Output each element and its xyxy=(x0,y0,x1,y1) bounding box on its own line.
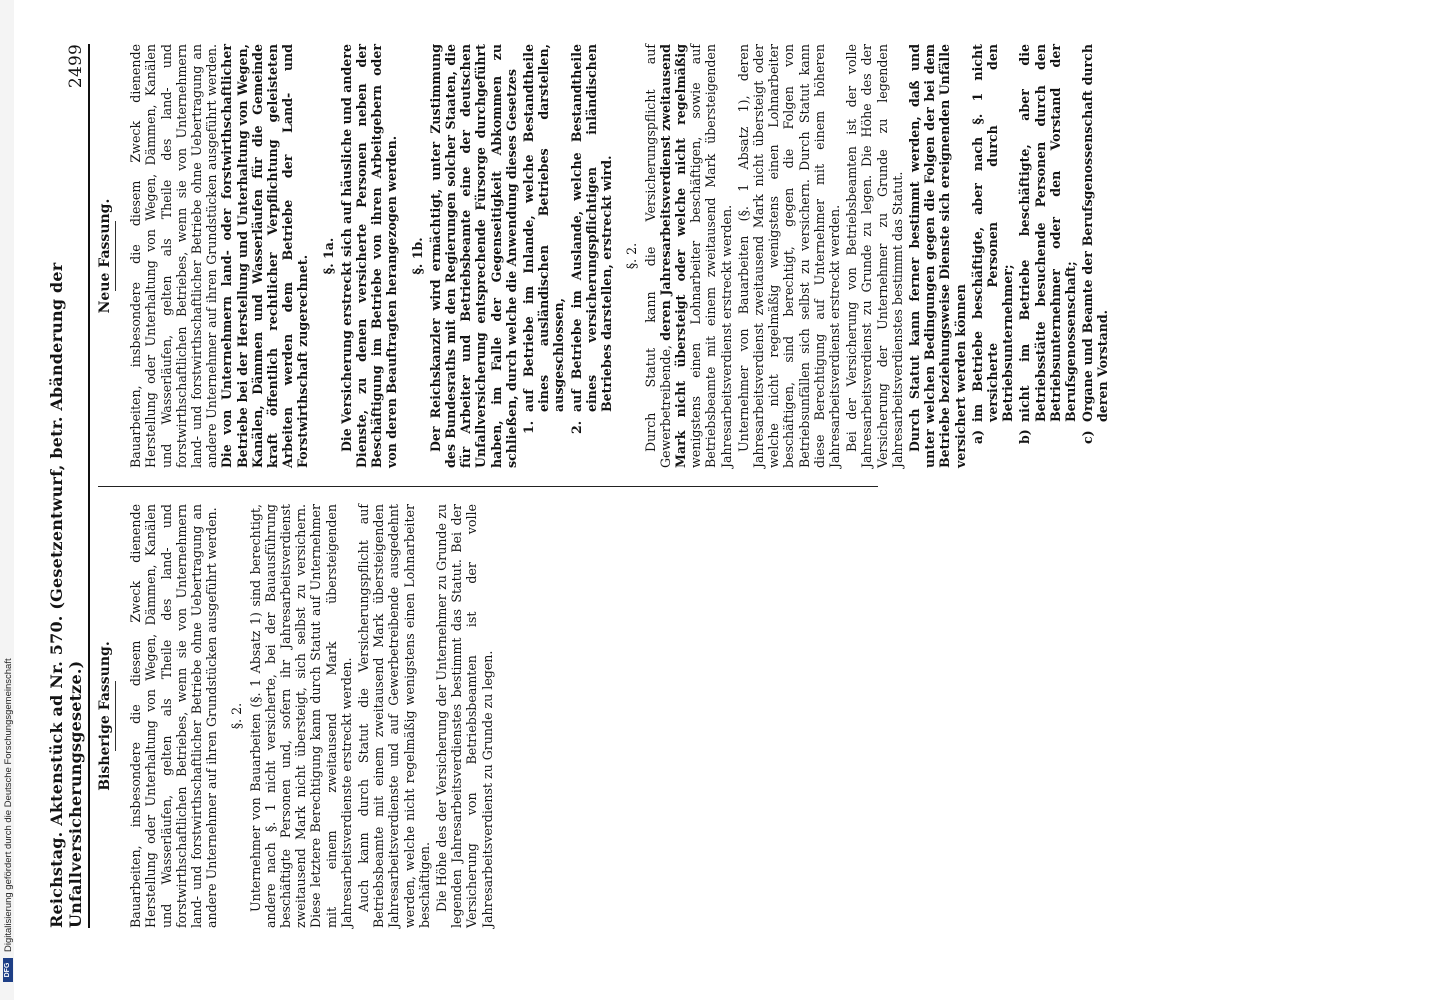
paragraph-text-bold: Der Reichskanzler wird ermächtigt, unter Zustimmung des Bundesraths mit den Regierungen solcher Staaten, die für Arbeiter und Betriebsbeamte eine der deutschen Unfallversicherung entsprechende Fürsorge durchgeführt haben, im Falle der Gegenseitigkeit Abkommen zu schließen, durch welche die Anwendung dieses Gesetzes xyxy=(427,44,519,468)
header-title: Reichstag. Aktenstück ad Nr. 570. (Gesetzentwurf, betr. Abänderung der Unfallversicherungsgesetze.) xyxy=(47,262,85,928)
paragraph: Bauarbeiten, insbesondere die diesem Zweck dienende Herstellung oder Unterhaltung von Wegen, Dämmen, Kanälen und Wasserläufen, gelten als Theile des land- und forstwirthschaftlichen Betriebes, wenn sie von Unternehmern land- und forstwirthschaftlicher Betriebe ohne Uebertragung an andere Unternehmer auf ihren Grundstücken ausgeführt werden. xyxy=(128,504,220,928)
column-previous-version xyxy=(98,504,1374,928)
paragraph: Bei der Versicherung von Betriebsbeamten ist der volle Jahresarbeitsverdienst zu Grunde zu legen. Die Höhe des der Versicherung der Unternehmer zu Grunde zu legenden Jahresarbeitsverdienstes bestimmt das Statut. xyxy=(844,44,905,468)
list-item xyxy=(970,44,1016,444)
paragraph xyxy=(643,44,734,468)
section-title: §. 1a. xyxy=(320,237,336,275)
section-title: §. 2. xyxy=(229,702,245,730)
paragraph-text: Durch Statut kann die Versicherungspflicht auf Gewerbetreibende, xyxy=(642,44,673,468)
column-heading-previous: Bisherige Fassung. xyxy=(97,641,113,791)
paragraph xyxy=(128,44,310,468)
paragraph-text-bold: deren Jahresarbeitsverdienst zweitausend Mark nicht übersteigt oder welche nicht regelmäßig xyxy=(657,44,688,468)
list-item xyxy=(521,44,567,434)
paragraph: Auch kann durch Statut die Versicherungspflicht auf Betriebsbeamte mit einem zweitausend Mark übersteigenden Jahresarbeitsverdienste und auf Gewerbetreibende ausgedehnt werden, welche nicht regelmäßig wenigstens einen Lohnarbeiter beschäftigen. xyxy=(356,504,432,928)
document-page xyxy=(47,44,1374,928)
paragraph: Unternehmer von Bauarbeiten (§. 1 Absatz 1), deren Jahresarbeitsverdienst zweitausend Mark nicht übersteigt oder welche nicht regelmäßig wenigstens einen Lohnarbeiter beschäftigen, sind berechtigt, gegen die Folgen von Betriebsunfällen sich selbst zu versichern. Durch Statut kann diese Berechtigung auf Unternehmer mit einem höheren Jahresarbeitsverdienst erstreckt werden. xyxy=(735,44,842,468)
paragraph-text: wenigstens einen Lohnarbeiter beschäftigen, sowie auf Betriebsbeamte mit einem zweitausend Mark übersteigenden Jahresarbeitsverdienst erstreckt werden. xyxy=(688,44,734,468)
list-item xyxy=(1080,44,1110,444)
list-item xyxy=(1017,44,1078,444)
list-item xyxy=(569,44,615,434)
list-text: auf Betriebe im Auslande, welche Bestandtheile eines versicherungspflichtigen inländischen Betriebes darstellen, erstreckt wird. xyxy=(568,44,615,412)
list-text: im Betriebe beschäftigte, aber nach §. 1 nicht versicherte Personen durch den Betriebsunternehmer; xyxy=(969,44,1016,422)
column-new-version xyxy=(98,44,1374,468)
paragraph xyxy=(339,44,400,468)
dfg-logo: DFG xyxy=(3,958,13,982)
column-heading-new: Neue Fassung. xyxy=(97,198,113,314)
paragraph-text-bold: Die von Unternehmern land- oder forstwirthschaftlicher Betriebe bei der Herstellung und Unterhaltung von Wegen, Kanälen, Dämmen und Wasserläufen für die Gemeinde kraft öffentlich rechtlicher Verpflichtung geleisteten Arbeiten werden dem Betriebe der Land- und Forstwirthschaft zugerechnet. xyxy=(219,44,311,468)
page-header xyxy=(47,44,90,928)
section-title: §. 1b. xyxy=(409,237,425,275)
credit-text: Digitalisierung gefördert durch die Deutsche Forschungsgemeinschaft xyxy=(2,658,14,952)
list-number: 2. xyxy=(568,420,584,434)
paragraph-text-bold: Die Versicherung erstreckt sich auf häusliche und andere Dienste, zu denen versicherte Personen neben der Beschäftigung im Betriebe von ihren Arbeitgebern oder von deren Beauftragten herangezogen werden. xyxy=(338,44,400,468)
list-number: 1. xyxy=(521,420,537,434)
list-letter: c) xyxy=(1080,430,1096,444)
page-number: 2499 xyxy=(66,44,86,89)
lettered-list xyxy=(970,44,1111,444)
heading-rule xyxy=(115,681,116,751)
paragraph-text: Bauarbeiten, insbesondere die diesem Zweck dienende Herstellung oder Unterhaltung von Wegen, Dämmen, Kanälen und Wasserläufen, gelten als Theile des land- und forstwirthschaftlichen Betriebes, wenn sie von Unternehmern land- und forstwirthschaftlicher Betriebe ohne Uebertragung an andere Unternehmer auf ihren Grundstücken ausgeführt werden. xyxy=(128,44,220,468)
enumerated-list xyxy=(521,44,614,434)
paragraph xyxy=(907,44,968,468)
digitization-credit xyxy=(2,2,14,982)
list-letter: a) xyxy=(969,429,985,444)
paragraph: Die Höhe des der Versicherung der Unternehmer zu Grunde zu legenden Jahresarbeitsverdienstes bestimmt das Statut. Bei der Versicherung von Betriebsbeamten ist der volle Jahresarbeitsverdienst zu Grunde zu legen. xyxy=(434,504,495,928)
paragraph: Unternehmer von Bauarbeiten (§. 1 Absatz 1) sind berechtigt, andere nach §. 1 nicht versicherte, bei der Bauausführung beschäftigte Personen und, sofern ihr Jahresarbeitsverdienst zweitausend Mark nicht übersteigt, sich selbst zu versichern. Diese letztere Berechtigung kann durch Statut auf Unternehmer mit einem zweitausend Mark übersteigenden Jahresarbeitsverdienste erstreckt werden. xyxy=(247,504,354,928)
list-text: Organe und Beamte der Berufsgenossenschaft durch deren Vorstand. xyxy=(1080,44,1111,422)
list-text: auf Betriebe im Inlande, welche Bestandtheile eines ausländischen Betriebes darstellen, ausgeschlossen, xyxy=(521,44,567,412)
scan-footer-strip xyxy=(0,0,14,1000)
paragraph-text-bold: Durch Statut kann ferner bestimmt werden, daß und unter welchen Bedingungen gegen die Folgen der bei dem Betriebe beziehungsweise Dienste sich ereignenden Unfälle versichert werden können xyxy=(906,44,968,468)
column-divider xyxy=(98,486,878,487)
heading-rule xyxy=(115,221,116,291)
section-title: §. 2. xyxy=(624,242,640,270)
list-letter: b) xyxy=(1017,429,1033,444)
list-text: nicht im Betriebe beschäftigte, aber die Betriebsstätte besuchende Personen durch den Betriebsunternehmer oder den Vorstand der Berufsgenossenschaft; xyxy=(1017,44,1078,422)
paragraph xyxy=(428,44,519,468)
